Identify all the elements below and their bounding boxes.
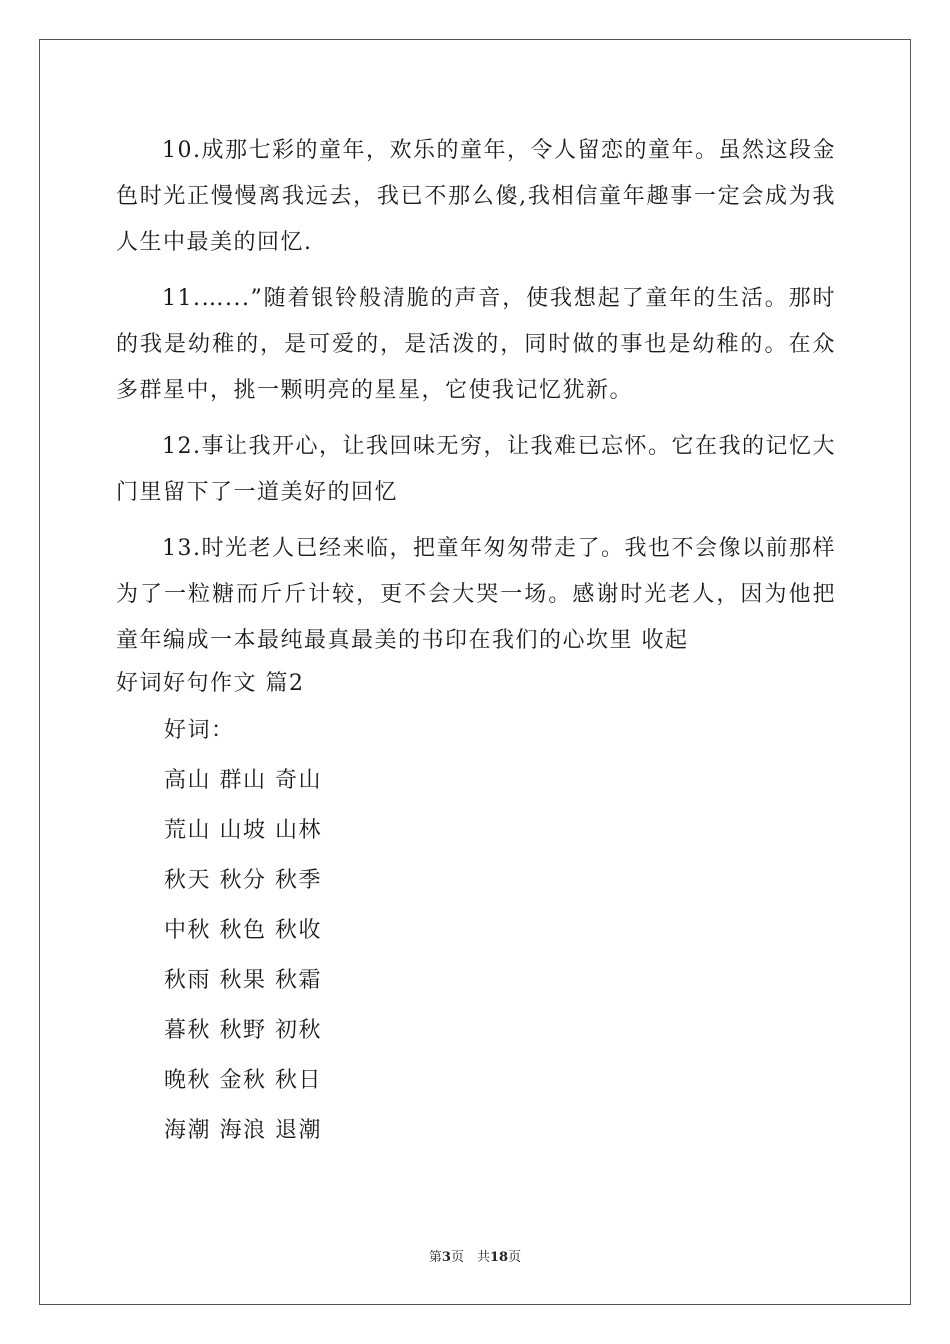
footer-suffix: 页 xyxy=(508,1250,522,1265)
total-page-count: 18 xyxy=(489,1250,509,1265)
words-label: 好词： xyxy=(164,718,235,743)
word-row: 荒山 山坡 山林 xyxy=(164,818,322,843)
word-list xyxy=(116,756,836,1156)
page-footer xyxy=(0,1246,950,1265)
current-page-number: 3 xyxy=(441,1250,451,1265)
word-row: 晚秋 金秋 秋日 xyxy=(164,1068,322,1093)
word-row: 高山 群山 奇山 xyxy=(164,768,322,793)
paragraph-13: 13.时光老人已经来临，把童年匆匆带走了。我也不会像以前那样为了一粒糖而斤斤计较，更不会大哭一场。感谢时光老人，因为他把童年编成一本最纯最真最美的书印在我们的心坎里 收起 xyxy=(116,536,836,653)
document-body xyxy=(116,128,836,1156)
footer-prefix: 第 xyxy=(428,1250,442,1265)
paragraph-12: 12.事让我开心，让我回味无穷，让我难已忘怀。它在我的记忆大门里留下了一道美好的回忆 xyxy=(116,434,836,505)
word-row: 秋天 秋分 秋季 xyxy=(164,868,322,893)
word-row: 中秋 秋色 秋收 xyxy=(164,918,322,943)
word-row: 海潮 海浪 退潮 xyxy=(164,1118,322,1143)
section-title: 好词好句作文 篇2 xyxy=(116,671,305,696)
paragraph-11: 11.…...”随着银铃般清脆的声音，使我想起了童年的生活。那时的我是幼稚的，是可爱的，是活泼的，同时做的事也是幼稚的。在众多群星中，挑一颗明亮的星星，它使我记忆犹新。 xyxy=(116,286,836,403)
footer-middle: 页 共 xyxy=(450,1250,490,1265)
word-row: 暮秋 秋野 初秋 xyxy=(164,1018,322,1043)
paragraph-10: 10.成那七彩的童年，欢乐的童年，令人留恋的童年。虽然这段金色时光正慢慢离我远去，我已不那么傻,我相信童年趣事一定会成为我人生中最美的回忆. xyxy=(116,138,836,255)
word-row: 秋雨 秋果 秋霜 xyxy=(164,968,322,993)
